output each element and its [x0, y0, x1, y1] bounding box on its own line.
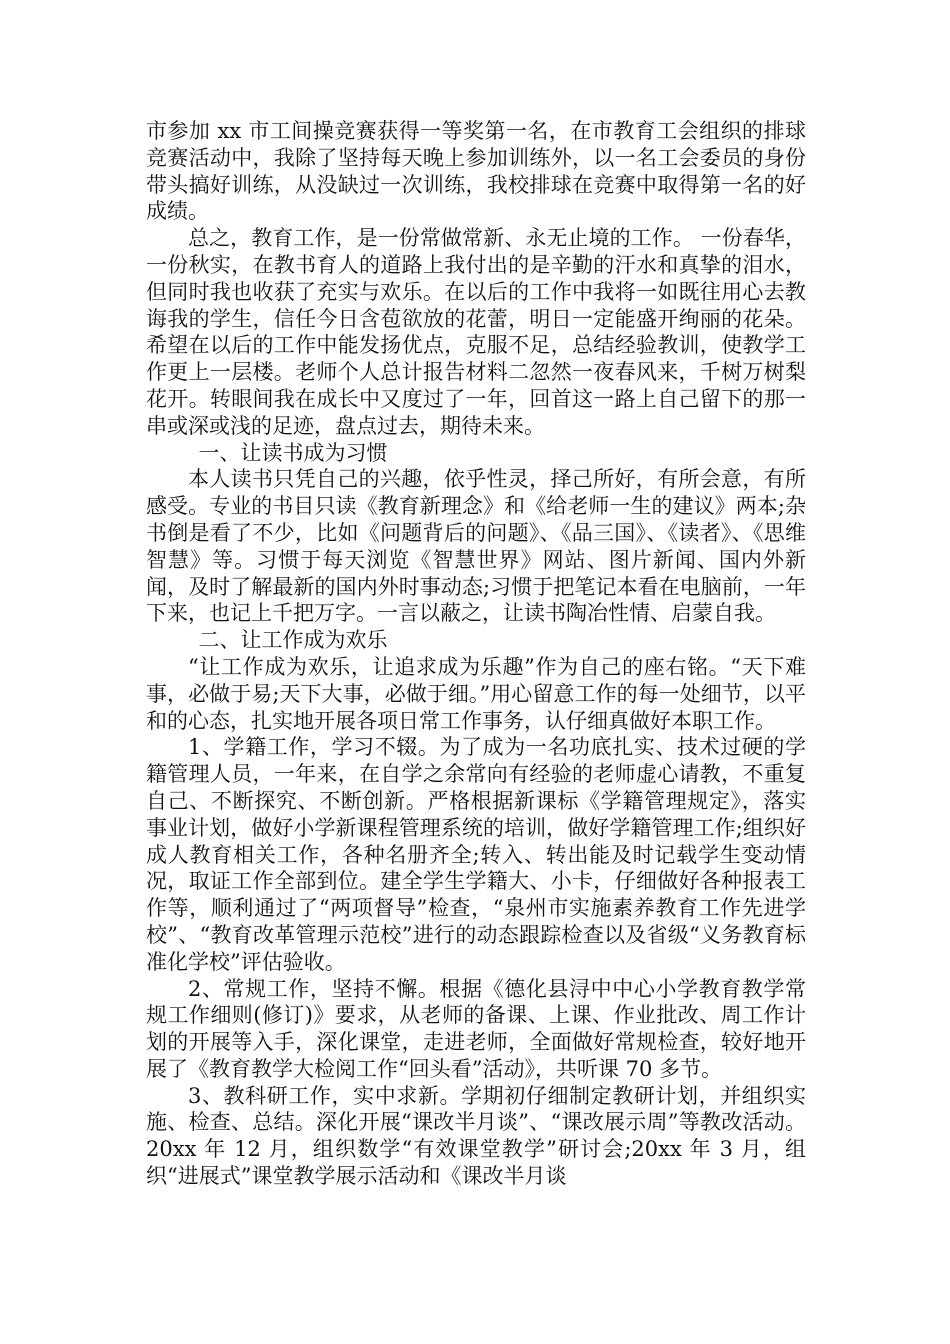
paragraph-intro-continuation: 市参加 xx 市工间操竞赛获得一等奖第一名，在市教育工会组织的排球竞赛活动中，我除了坚持每天晚上参加训练外，以一名工会委员的身份带头搞好训练，从没缺过一次训练，我校排球在竞赛中取得第一名的好成绩。 [146, 119, 806, 224]
paragraph-student-records: 1、学籍工作，学习不辍。为了成为一名功底扎实、技术过硬的学籍管理人员，一年来，在自学之余常向有经验的老师虚心请教，不重复自己、不断探究、不断创新。严格根据新课标《学籍管理规定》，落实事业计划，做好小学新课程管理系统的培训，做好学籍管理工作;组织好成人教育相关工作，各种名册齐全;转入、转出能及时记载学生变动情况，取证工作全部到位。建全学生学籍大、小卡，仔细做好各种报表工作等，顺利通过了“两项督导”检查，“泉州市实施素养教育工作先进学校”、“教育改革管理示范校”进行的动态跟踪检查以及省级“义务教育标准化学校”评估验收。 [146, 735, 806, 974]
paragraph-reading: 本人读书只凭自己的兴趣，依乎性灵，择己所好，有所会意，有所感受。专业的书目只读《教育新理念》和《给老师一生的建议》两本;杂书倒是看了不少，比如《问题背后的问题》、《品三国》、《读者》、《思维智慧》等。习惯于每天浏览《智慧世界》网站、图片新闻、国内外新闻，及时了解最新的国内外时事动态;习惯于把笔记本看在电脑前，一年下来，也记上千把万字。一言以蔽之，让读书陶冶性情、启蒙自我。 [146, 467, 806, 626]
section-heading-work: 二、让工作成为欢乐 [198, 628, 388, 653]
paragraph-work-motto: “让工作成为欢乐，让追求成为乐趣”作为自己的座右铭。“天下难事，必做于易;天下大事，必做于细。”用心留意工作的每一处细节，以平和的心态，扎实地开展各项日常工作事务，认仔细真做好本职工作。 [146, 654, 806, 733]
paragraph-research-work: 3、教科研工作，实中求新。学期初仔细制定教研计划，并组织实施、检查、总结。深化开展“课改半月谈”、“课改展示周”等教改活动。20xx 年 12 月，组织数学“有效课堂教学”研讨会;20xx 年 3 月，组织“进展式”课堂教学展示活动和《课改半月谈 [146, 1083, 806, 1189]
paragraph-summary: 总之，教育工作，是一份常做常新、永无止境的工作。 一份春华，一份秋实，在教书育人的道路上我付出的是辛勤的汗水和真挚的泪水，但同时我也收获了充实与欢乐。在以后的工作中我将一如既往用心去教诲我的学生，信任今日含苞欲放的花蕾，明日一定能盛开绚丽的花朵。希望在以后的工作中能发扬优点，克服不足，总结经验教训，使教学工作更上一层楼。老师个人总计报告材料二忽然一夜春风来，千树万树梨花开。转眼间我在成长中又度过了一年，回首这一路上自己留下的那一串或深或浅的足迹，盘点过去，期待未来。 [146, 226, 806, 438]
section-heading-reading: 一、让读书成为习惯 [198, 440, 388, 465]
document-body [146, 118, 806, 1190]
paragraph-routine-work: 2、常规工作，坚持不懈。根据《德化县浔中中心小学教育教学常规工作细则(修订)》要求，从老师的备课、上课、作业批改、周工作计划的开展等入手，深化课堂，走进老师，全面做好常规检查，较好地开展了《教育教学大检阅工作“回头看”活动》，共听课 70 多节。 [146, 976, 806, 1081]
